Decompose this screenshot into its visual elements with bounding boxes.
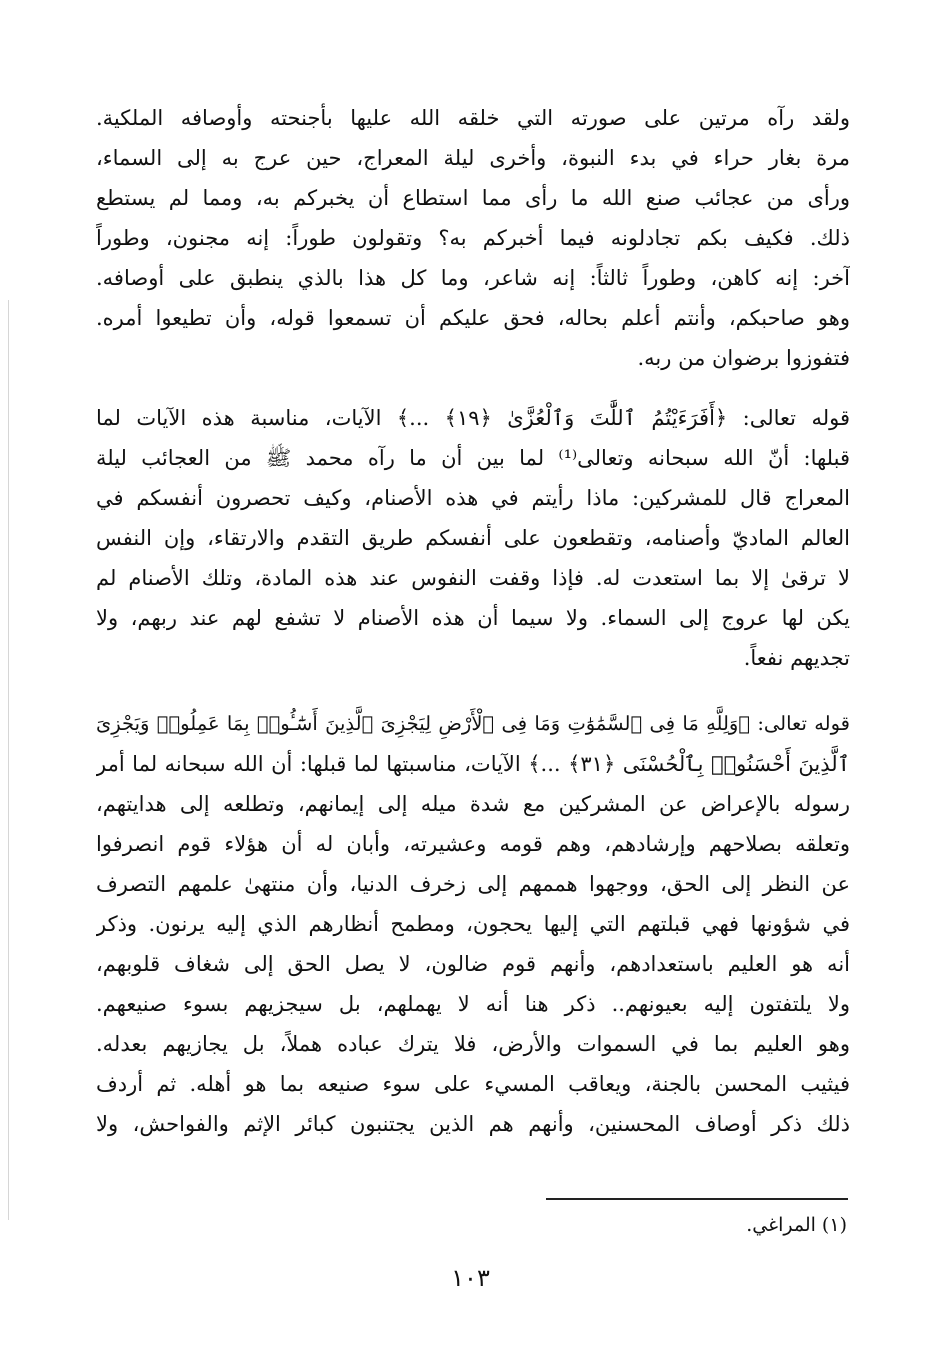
paragraph-line: وهو العليم بما في السموات والأرض، فلا يترك عباده هملاً، بل يجازيهم بعدله. (96, 1032, 850, 1056)
paragraph-line: أنه هو العليم باستعدادهم، وأنهم قوم ضالون، لا يصل الحق إلى شغاف قلوبهم، (96, 952, 850, 976)
paragraph-line: يكن لها عروج إلى السماء. ولا سيما أن هذه الأصنام لا تشفع لهم عند ربهم، ولا (96, 606, 850, 630)
paragraph-line: لا ترقىٰ إلا بما استعدت له. فإذا وقفت النفوس عند هذه المادة، وتلك الأصنام لم (96, 566, 850, 590)
paragraph-line: وتعلقه بصلاحهم وإرشادهم، وهم قومه وعشيرته، وأبان له أن هؤلاء قوم انصرفوا (96, 832, 850, 856)
paragraph-line: فتفوزوا برضوان من ربه. (637, 346, 850, 370)
paragraph-line: قوله تعالى: ﴿وَلِلَّهِ مَا فِى ٱلسَّمَٰوَٰتِ وَمَا فِى ٱلْأَرْضِ لِيَجْزِىَ ٱلَّذِينَ أَسَٰٓـُٔوا۟ بِمَا عَمِلُوا۟ وَيَجْزِىَ (96, 712, 850, 735)
paragraph-line: آخر: إنه كاهن، وطوراً ثالثاً: إنه شاعر، وما كل هذا بالذي ينطبق على أوصافه. (96, 266, 850, 290)
paragraph-line: تجديهم نفعاً. (743, 646, 850, 670)
paragraph-line: عن النظر إلى الحق، ووجهوا هممهم إلى زخرف الدنيا، وأن منتهىٰ علمهم التصرف (96, 872, 850, 896)
paragraph-line: العالم الماديّ وأصنامه، وتقطعون على أنفسكم طريق التقدم والارتقاء، وإن النفس (96, 526, 850, 550)
paragraph-line: رسوله بالإعراض عن المشركين مع شدة ميله إلى إيمانهم، وتطلعه إلى هدايتهم، (96, 792, 850, 816)
paragraph-line: مرة بغار حراء في بدء النبوة، وأخرى ليلة المعراج، حين عرج به إلى السماء، (96, 146, 850, 170)
paragraph-line: قوله تعالى: ﴿أَفَرَءَيْتُمُ ٱللَّٰتَ وَٱلْعُزَّىٰ ﴿١٩﴾ ...﴾ الآيات، مناسبة هذه الآيات لما (96, 406, 850, 430)
paragraph-line: المعراج قال للمشركين: ماذا رأيتم في هذه الأصنام، وكيف تحصرون أنفسكم في (96, 486, 850, 510)
paragraph-line: ولقد رآه مرتين على صورته التي خلقه الله عليها بأجنحته وأوصافه الملكية. (96, 106, 850, 130)
paragraph-line: ذلك ذكر أوصاف المحسنين، وأنهم هم الذين يجتنبون كبائر الإثم والفواحش، ولا (96, 1112, 850, 1136)
paragraph-line: قبلها: أنّ الله سبحانه وتعالى⁽¹⁾ لما بين أن ما رآه محمد ﷺ من العجائب ليلة (96, 446, 850, 470)
paragraph-line: ورأى من عجائب صنع الله ما رأى مما استطاع أن يخبركم به، ومما لم يستطع (96, 186, 850, 210)
paragraph-line: في شؤونها فهي قبلتهم التي إليها يحجون، ومطمح أنظارهم الذي إليه يرنون. وذكر (96, 912, 850, 936)
paragraph-line: وهو صاحبكم، وأنتم أعلم بحاله، فحق عليكم أن تسمعوا قوله، وأن تطيعوا أمره. (96, 306, 850, 330)
paragraph-line: ذلك. فكيف بكم تجادلونه فيما أخبركم به؟ وتقولون طوراً: إنه مجنون، وطوراً (96, 226, 850, 250)
footnote: (١) المراغي. (746, 1214, 847, 1236)
footnote-separator (546, 1198, 848, 1200)
paragraph-line: ولا يلتفتون إليه بعيونهم.. ذكر هنا أنه لا يهملهم، بل سيجزيهم بسوء صنيعهم. (96, 992, 850, 1016)
paragraph-line: فيثيب المحسن بالجنة، ويعاقب المسيء على سوء صنيعه بما هو أهله. ثم أردف (96, 1072, 850, 1096)
page-number: ١٠٣ (451, 1264, 490, 1292)
scan-edge-line (8, 300, 9, 1220)
paragraph-line: ٱلَّذِينَ أَحْسَنُوا۟ بِٱلْحُسْنَى ﴿٣١﴾ ...﴾ الآيات، مناسبتها لما قبلها: أن الله سبحانه لما أمر (96, 752, 850, 776)
